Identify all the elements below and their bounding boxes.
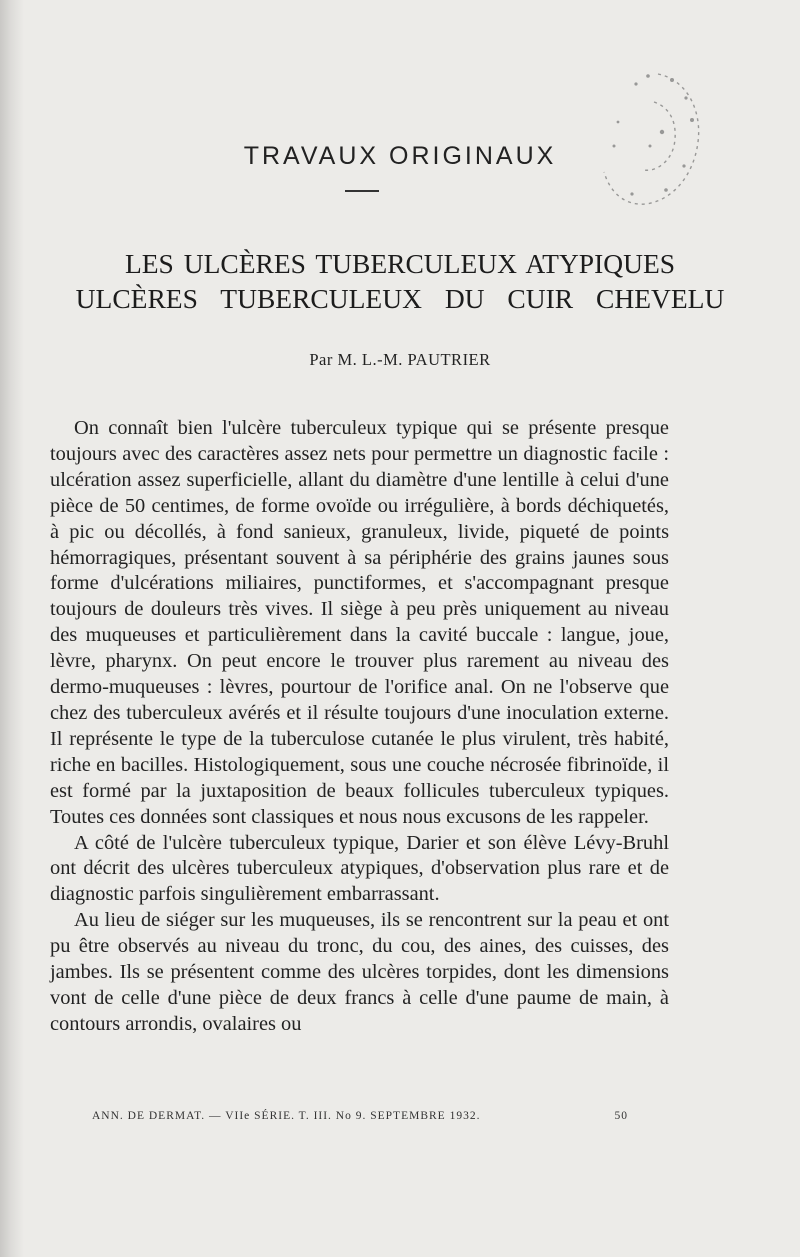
journal-reference: ANN. DE DERMAT. — VIIe SÉRIE. T. III. No 9. SEPTEMBRE 1932. [92,1110,481,1122]
page-footer [92,1110,628,1122]
paragraph-3: Au lieu de siéger sur les muqueuses, ils se rencontrent sur la peau et ont pu être observés au niveau du tronc, du cou, des aines, des cuisses, des jambes. Ils se présentent comme des ulcères torpides, dont les dimensions vont de celle d'une pièce de deux francs à celle d'une paume de main, à contours arrondis, ovalaires ou [50,909,669,1035]
article-title-line-2: ULCÈRES TUBERCULEUX DU CUIR CHEVELU [75,283,725,314]
title-divider [345,190,379,192]
library-stamp-icon [588,62,706,212]
binding-shadow [0,0,24,1257]
article-body [50,416,669,1038]
section-title: TRAVAUX ORIGINAUX [243,142,557,170]
paragraph-2: A côté de l'ulcère tuberculeux typique, Darier et son élève Lévy-Bruhl ont décrit des ulcères tuberculeux atypiques, d'observation plus rare et de diagnostic parfois singulièrement embarrassant. [50,831,669,906]
author-byline: Par M. L.-M. PAUTRIER [309,350,491,369]
article-title-line-1: LES ULCÈRES TUBERCULEUX ATYPIQUES [124,248,676,279]
paragraph-1: On connaît bien l'ulcère tuberculeux typique qui se présente presque toujours avec des caractères assez nets pour permettre un diagnostic facile : ulcération assez superficielle, allant du diamètre d'une lentille à celui d'une pièce de 50 centimes, de forme ovoïde ou irrégulière, à bords déchiquetés, à pic ou décollés, à fond sanieux, granuleux, livide, piqueté de points hémorragiques, présentant souvent à sa périphérie des grains jaunes sous forme d'ulcérations miliaires, punctiformes, et s'accompagnant presque toujours de douleurs très vives. Il siège à peu près uniquement au niveau des muqueuses et particulièrement dans la cavité buccale : langue, joue, lèvre, pharynx. On peut encore le trouver plus rarement au niveau des dermo-muqueuses : lèvres, pourtour de l'orifice anal. On ne l'observe que chez des tuberculeux avérés et il résulte toujours d'une inoculation externe. Il représente le type de la tuberculose cutanée le plus virulent, très habité, riche en bacilles. Histologiquement, sous une couche nécrosée fibrinoïde, il est formé par la juxtaposition de beaux follicules tuberculeux typiques. Toutes ces données sont classiques et nous nous excusons de les rappeler. [50,417,669,828]
page-number: 50 [614,1110,628,1122]
